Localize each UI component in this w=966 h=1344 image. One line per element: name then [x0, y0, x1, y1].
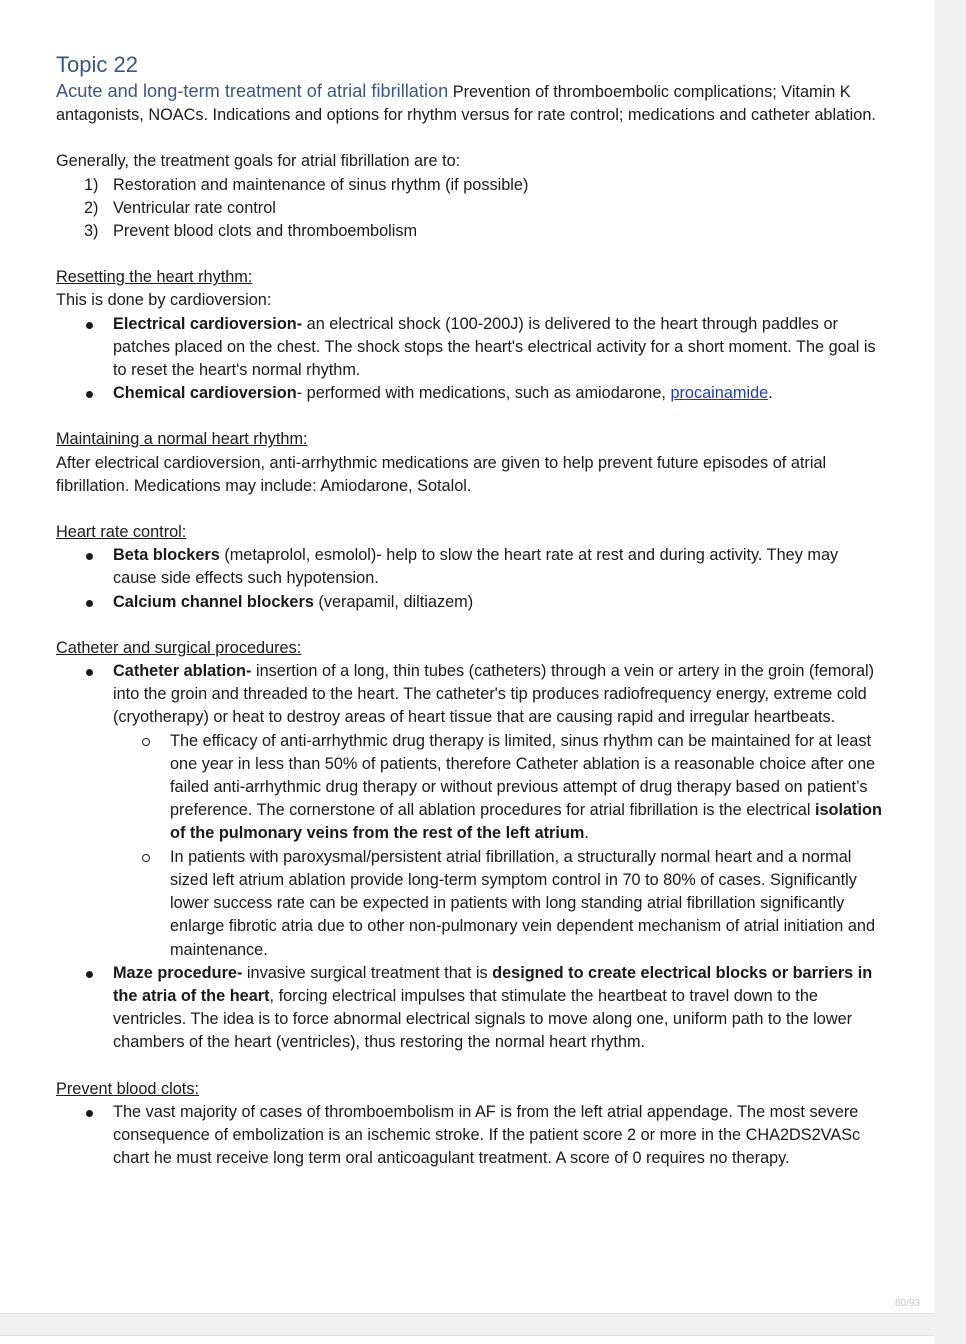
goal-number: 2)	[84, 198, 99, 217]
item-text: - performed with medications, such as amiodarone,	[296, 384, 671, 403]
item-text: an electrical shock (100-200J) is delivered to the heart through paddles or patches placed on the chest. The shock stops the heart's electrical activity for a short moment. The goal is to reset the heart's normal rhythm.	[113, 314, 876, 380]
bullet-icon	[86, 971, 93, 978]
bullet-icon	[86, 322, 93, 329]
term: Electrical cardioversion-	[113, 314, 303, 333]
bullet-icon	[86, 1110, 93, 1117]
topic-title: Topic 22	[56, 52, 138, 77]
list-item	[56, 660, 886, 962]
topic-subtitle-paragraph	[56, 80, 886, 127]
section-heading-resetting: Resetting the heart rhythm:	[56, 268, 253, 287]
item-text-end: .	[584, 824, 589, 843]
emphasis: designed to create electrical blocks or barriers in the atria of the heart	[113, 963, 873, 1005]
sub-list-item	[113, 730, 886, 846]
topic-subtitle: Acute and long-term treatment of atrial fibrillation	[56, 81, 449, 101]
maintaining-text: After electrical cardioversion, anti-arrhythmic medications are given to help prevent future episodes of atrial fibrillation. Medications may include: Amiodarone, Sotalol.	[56, 453, 827, 495]
section-heading-procedures: Catheter and surgical procedures:	[56, 638, 302, 657]
item-text: invasive surgical treatment that is	[242, 963, 493, 982]
procedures-list	[56, 660, 886, 1054]
section-heading-clots: Prevent blood clots:	[56, 1079, 199, 1098]
goal-number: 1)	[84, 175, 99, 194]
page-content	[56, 50, 886, 1170]
term: Catheter ablation-	[113, 662, 252, 681]
goal-text: Ventricular rate control	[113, 198, 276, 217]
item-text: insertion of a long, thin tubes (catheters) through a vein or artery in the groin (femoral) into the groin and threaded to the heart. The catheter's tip produces radiofrequency energy, extreme cold (cryotherapy) or heat to destroy areas of heart tissue that are causing rapid and irregular heartbeats.	[113, 662, 875, 727]
list-item	[56, 544, 886, 590]
topic-description: Prevention of thromboembolic complications; Vitamin K antagonists, NOACs. Indications and options for rhythm versus for rate control; medications and catheter ablation.	[56, 83, 876, 125]
rate-control-list	[56, 544, 886, 614]
goal-text: Prevent blood clots and thromboembolism	[113, 222, 418, 241]
circle-bullet-icon	[142, 738, 150, 746]
item-text: The vast majority of cases of thromboembolism in AF is from the left atrial appendage. The most severe consequence of embolization is an ischemic stroke. If the patient score 2 or more in the CHA2DS2VASc chart he must receive long term oral anticoagulant treatment. A score of 0 requires no therapy.	[113, 1102, 861, 1168]
item-text: , forcing electrical impulses that stimulate the heartbeat to travel down to the ventricles. The idea is to force abnormal electrical signals to move along one, uniform path to the lower chambers of the heart (ventricles), thus restoring the normal heart rhythm.	[113, 986, 853, 1052]
item-text: The efficacy of anti-arrhythmic drug therapy is limited, sinus rhythm can be maintained for at least one year in less than 50% of patients, therefore Catheter ablation is a reasonable choice after one failed anti-arrhythmic drug therapy or without previous attempt of drug therapy based on patient’s preference. The cornerstone of all ablation procedures for atrial fibrillation is the electrical	[170, 731, 876, 820]
sub-list-item	[113, 846, 886, 962]
term: Maze procedure-	[113, 963, 243, 982]
page-number: 80/93	[894, 1298, 920, 1309]
item-text: In patients with paroxysmal/persistent atrial fibrillation, a structurally normal heart and a normal sized left atrium ablation provide long-term symptom control in 70 to 80% of cases. Significantly lower success rate can be expected in patients with long standing atrial fibrillation significantly enlarge fibrotic atria due to other non-pulmonary vein dependent mechanism of atrial initiation and maintenance.	[170, 847, 876, 959]
section-heading-rate-control: Heart rate control:	[56, 523, 187, 542]
list-item	[56, 313, 886, 383]
list-item	[56, 591, 886, 614]
item-text-end: .	[768, 384, 773, 403]
circle-bullet-icon	[142, 854, 150, 862]
emphasis: isolation of the pulmonary veins from the rest of the left atrium	[170, 801, 882, 843]
resetting-intro: This is done by cardioversion:	[56, 291, 272, 310]
item-text: (verapamil, diltiazem)	[313, 592, 474, 611]
bullet-icon	[86, 669, 93, 676]
bullet-icon	[86, 600, 93, 607]
list-item	[56, 1101, 886, 1171]
goal-number: 3)	[84, 222, 99, 241]
goal-item	[56, 174, 886, 197]
goal-item	[56, 197, 886, 220]
goals-intro: Generally, the treatment goals for atrial fibrillation are to:	[56, 152, 461, 171]
bullet-icon	[86, 391, 93, 398]
cardioversion-list	[56, 313, 886, 406]
list-item	[56, 382, 886, 405]
item-text: (metaprolol, esmolol)- help to slow the heart rate at rest and during activity. They may cause side effects such hypotension.	[113, 546, 839, 588]
goal-item	[56, 220, 886, 243]
goals-list	[56, 174, 886, 244]
spacer	[56, 127, 886, 150]
term: Chemical cardioversion	[113, 384, 297, 403]
ablation-sublist	[113, 730, 886, 962]
list-item	[56, 962, 886, 1055]
goal-text: Restoration and maintenance of sinus rhythm (if possible)	[113, 175, 529, 194]
term: Beta blockers	[113, 546, 220, 565]
procainamide-link[interactable]: procainamide	[670, 384, 769, 403]
term: Calcium channel blockers	[113, 592, 314, 611]
clots-list	[56, 1101, 886, 1171]
bullet-icon	[86, 553, 93, 560]
section-heading-maintaining: Maintaining a normal heart rhythm:	[56, 430, 308, 449]
